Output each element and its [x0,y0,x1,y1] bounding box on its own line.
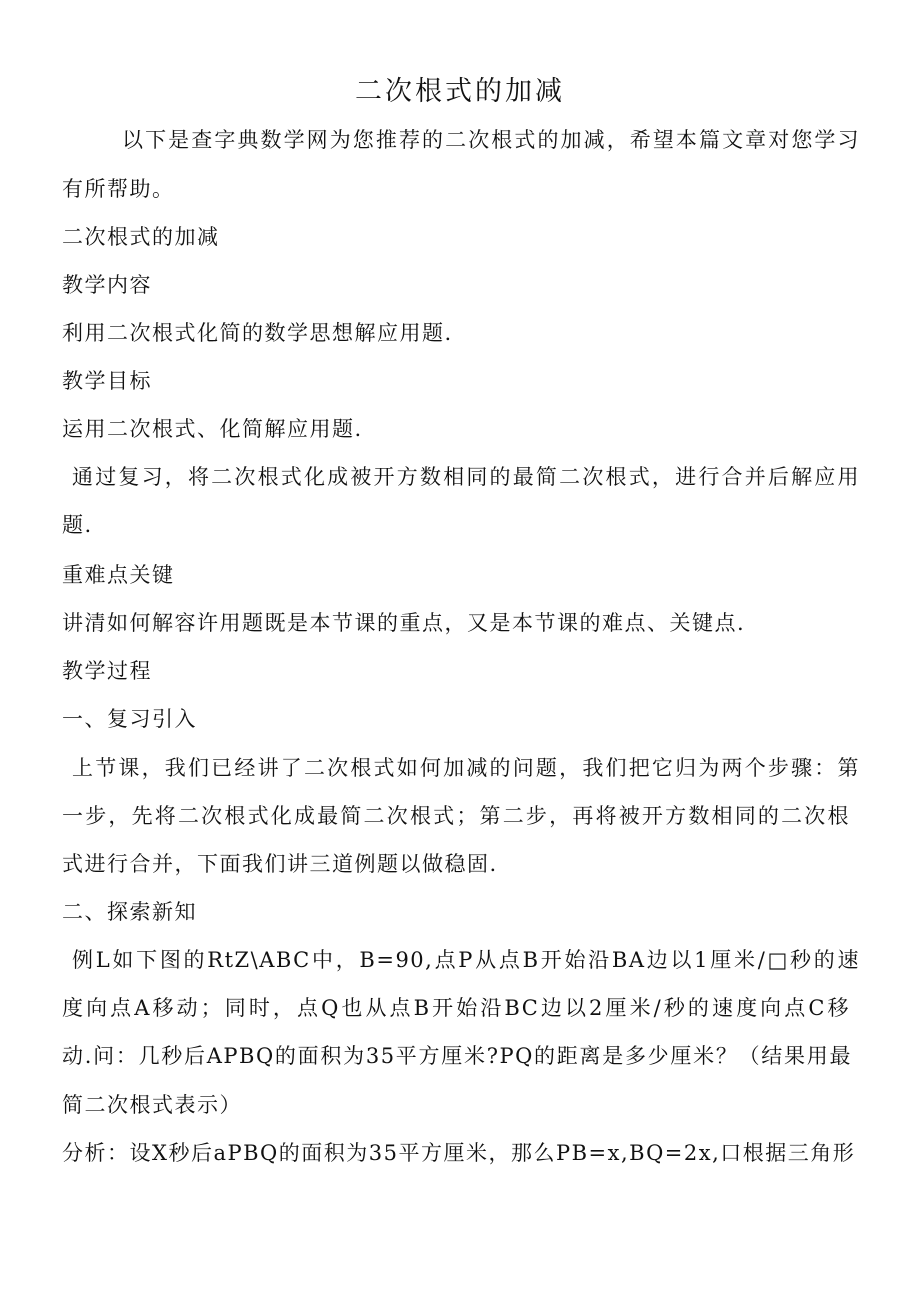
example-line-4: 简二次根式表示） [62,1093,242,1117]
review-line-3: 式进行合并，下面我们讲三道例题以做稳固. [62,852,498,876]
section-heading-title: 二次根式的加减 [62,225,220,249]
objective-line-1: 运用二次根式、化简解应用题. [62,417,363,441]
subsection-explore: 二、探索新知 [62,900,197,924]
section-heading-content: 教学内容 [62,273,152,297]
objective-line-2: 通过复习，将二次根式化成被开方数相同的最简二次根式，进行合并后解应用 [72,465,860,489]
example-line-3: 动.问：几秒后APBQ的面积为35平方厘米?PQ的距离是多少厘米？（结果用最 [62,1044,852,1068]
section-heading-objectives: 教学目标 [62,369,152,393]
intro-line-1: 以下是查字典数学网为您推荐的二次根式的加减，希望本篇文章对您学习 [122,128,860,152]
example-line-2: 度向点A移动；同时，点Q也从点B开始沿BC边以2厘米/秒的速度向点C移 [62,996,850,1020]
section-heading-key-points: 重难点关键 [62,563,175,587]
section-heading-process: 教学过程 [62,659,152,683]
analysis-line-1: 分析：设X秒后aPBQ的面积为35平方厘米，那么PB=x,BQ=2x,口根据三角形 [62,1141,856,1165]
key-points-text: 讲清如何解容许用题既是本节课的重点，又是本节课的难点、关键点. [62,611,746,635]
content-text: 利用二次根式化简的数学思想解应用题. [62,321,453,345]
intro-line-2: 有所帮助。 [62,177,175,201]
document-title: 二次根式的加减 [355,76,565,107]
objective-line-3: 题. [62,513,93,537]
subsection-review: 一、复习引入 [62,707,197,731]
example-line-1: 例L如下图的RtZ\ABC中，B=90,点P从点B开始沿BA边以1厘米/□秒的速 [72,948,860,972]
review-line-1: 上节课，我们已经讲了二次根式如何加减的问题，我们把它归为两个步骤：第 [72,756,860,780]
review-line-2: 一步，先将二次根式化成最简二次根式；第二步，再将被开方数相同的二次根 [62,804,850,828]
